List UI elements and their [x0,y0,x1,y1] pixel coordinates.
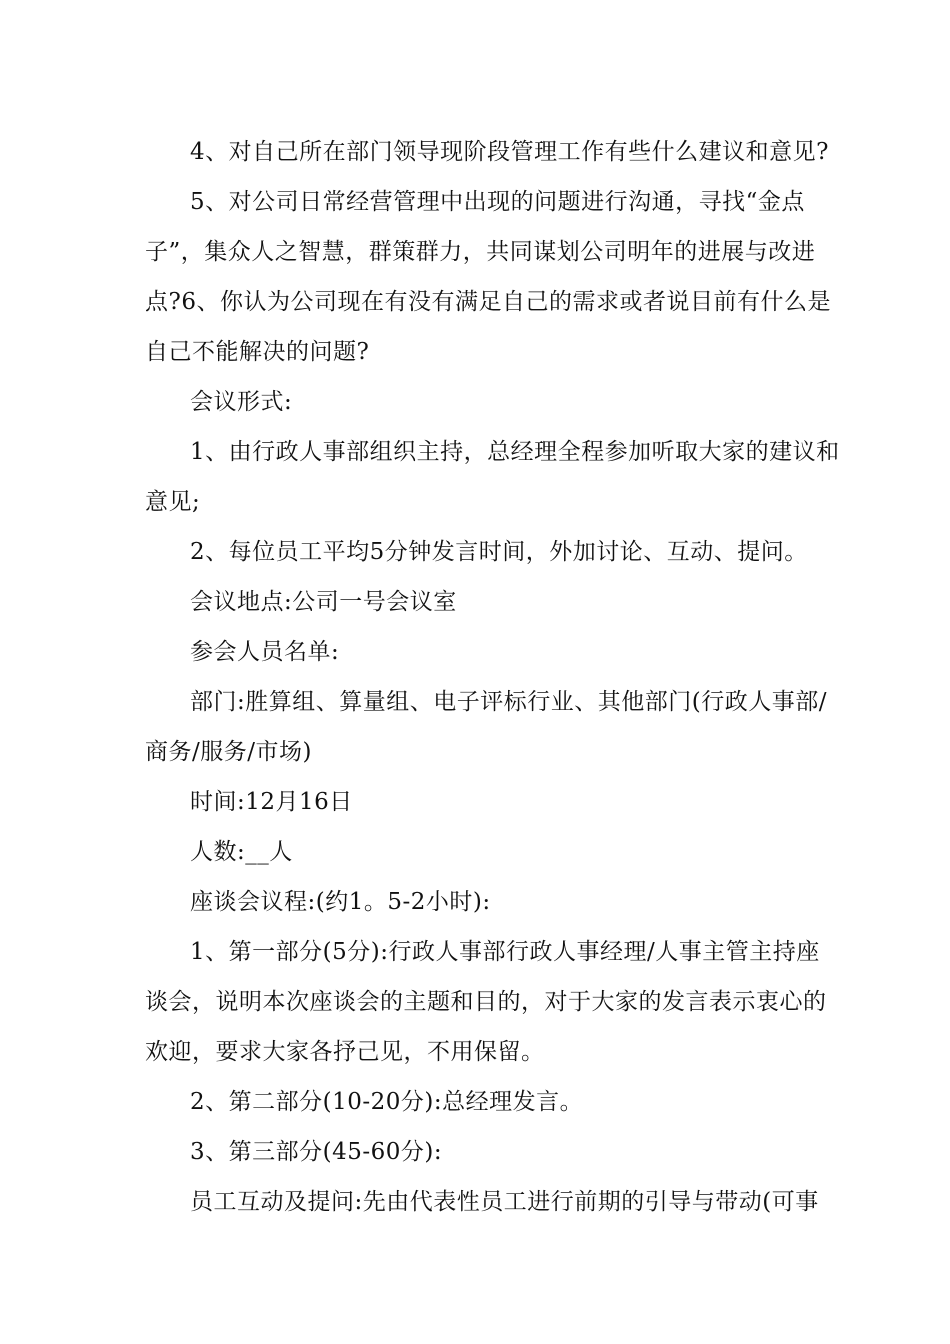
question-4-line: 4、对自己所在部门领导现阶段管理工作有些什么建议和意见? [190,139,829,165]
meeting-time-line: 时间:12月16日 [190,789,353,815]
employee-qa-line: 员工互动及提问:先由代表性员工进行前期的引导与带动(可事 [190,1189,819,1215]
attendee-list-heading: 参会人员名单: [190,639,340,665]
departments-line-2: 商务/服务/市场) [145,739,312,765]
format-item-1-line-1: 1、由行政人事部组织主持，总经理全程参加听取大家的建议和 [190,439,840,465]
question-6-line-1: 点?6、你认为公司现在有没有满足自己的需求或者说目前有什么是 [145,289,831,315]
agenda-part-1-line-2: 谈会，说明本次座谈会的主题和目的，对于大家的发言表示衷心的 [145,989,827,1015]
agenda-part-2-line: 2、第二部分(10-20分):总经理发言。 [190,1089,584,1115]
attendee-count-line: 人数:__人 [190,839,293,865]
agenda-part-3-line: 3、第三部分(45-60分): [190,1139,443,1165]
meeting-location-line: 会议地点:公司一号会议室 [190,589,457,615]
departments-line-1: 部门:胜算组、算量组、电子评标行业、其他部门(行政人事部/ [190,689,827,715]
agenda-part-1-line-3: 欢迎，要求大家各抒己见，不用保留。 [145,1039,545,1065]
agenda-heading: 座谈会议程:(约1。5-2小时): [190,889,491,915]
question-6-line-2: 自己不能解决的问题? [145,339,370,365]
format-item-2-line: 2、每位员工平均5分钟发言时间，外加讨论、互动、提问。 [190,539,808,565]
question-5-line-1: 5、对公司日常经营管理中出现的问题进行沟通，寻找“金点 [190,189,805,215]
agenda-part-1-line-1: 1、第一部分(5分):行政人事部行政人事经理/人事主管主持座 [190,939,820,965]
format-item-1-line-2: 意见; [145,489,201,515]
question-5-line-2: 子”，集众人之智慧，群策群力，共同谋划公司明年的进展与改进 [145,239,816,265]
meeting-format-heading: 会议形式: [190,389,293,415]
